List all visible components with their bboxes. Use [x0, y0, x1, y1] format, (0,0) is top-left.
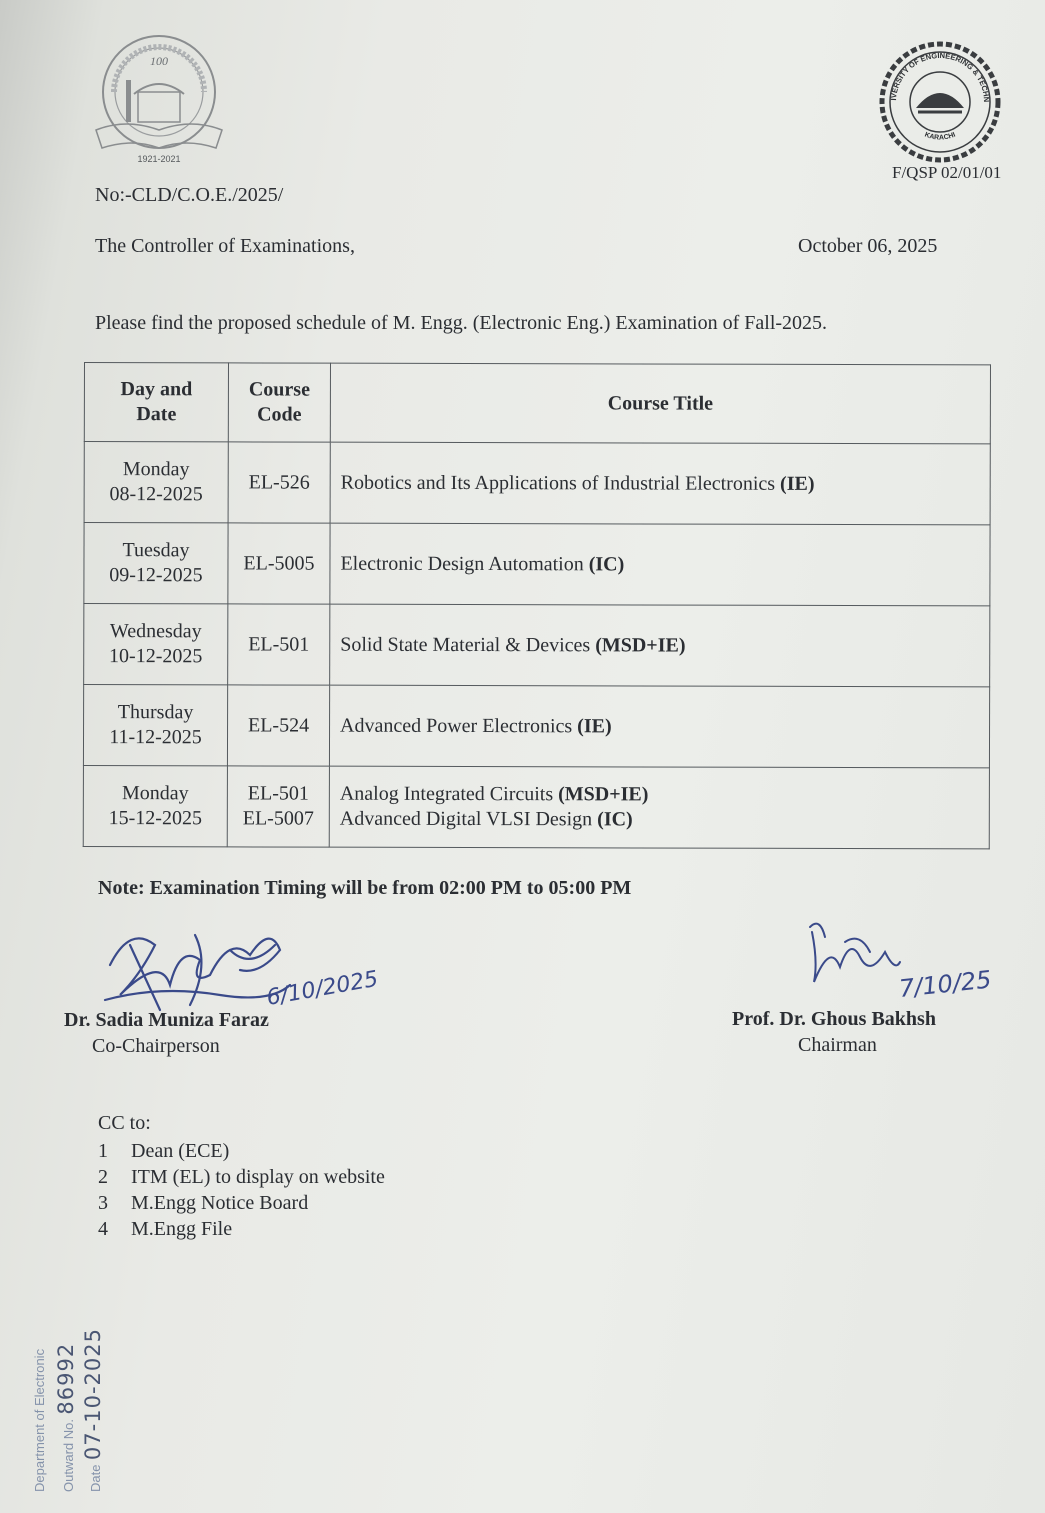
header-day-date: Day and Date	[84, 363, 228, 442]
course-code: EL-524	[247, 713, 310, 737]
cell-course-code	[228, 523, 330, 604]
course-title-line	[340, 782, 989, 809]
left-signatory-name: Dr. Sadia Muniza Faraz	[64, 1009, 269, 1031]
cell-course-code	[228, 604, 330, 685]
cell-day-date	[84, 604, 228, 685]
course-code: EL-501	[247, 782, 309, 805]
svg-text:NED UNIVERSITY OF ENGINEERING: IVERSITY OF ENGINEERING & TECHN	[889, 50, 992, 103]
form-code: F/QSP 02/01/01	[892, 163, 1002, 182]
table-row	[84, 604, 990, 687]
stamp-date-value: 07-10-2025	[81, 1328, 105, 1461]
svg-text:7/10/25: 7/10/25	[897, 965, 993, 1003]
right-logo	[878, 40, 1002, 164]
header-course-code: Course Code	[228, 363, 330, 442]
exam-date: 15-12-2025	[108, 807, 202, 830]
cell-course-code	[227, 766, 329, 847]
handwritten-signature-icon	[800, 912, 1030, 1022]
course-title-line	[340, 551, 989, 578]
cell-day-date	[83, 765, 227, 846]
course-code: EL-526	[248, 470, 310, 494]
cell-course-title	[329, 685, 989, 768]
table-body	[83, 442, 990, 849]
course-title: Solid State Material & Devices	[340, 633, 591, 656]
right-signatory-role: Chairman	[798, 1034, 877, 1056]
course-title: Robotics and Its Applications of Industrial Electronics	[340, 471, 776, 495]
list-item: 4 M.Engg File	[98, 1218, 233, 1240]
day-name: Monday	[122, 458, 190, 481]
letter-date: October 06, 2025	[798, 235, 938, 257]
svg-text:KARACHI: KARACHI	[923, 131, 957, 142]
course-title: Analog Integrated Circuits	[339, 782, 554, 806]
exam-schedule-table	[83, 362, 991, 849]
outward-stamp	[26, 1296, 110, 1496]
cc-list	[98, 1138, 385, 1242]
cell-day-date	[84, 523, 228, 604]
left-signatory-role: Co-Chairperson	[92, 1035, 220, 1057]
course-title-line	[341, 470, 990, 497]
course-stream-tag: (MSD+IE)	[558, 783, 649, 806]
addressee: The Controller of Examinations,	[95, 235, 355, 257]
course-stream-tag: (IC)	[588, 552, 625, 575]
cell-course-title	[329, 766, 989, 849]
exam-date: 08-12-2025	[109, 483, 203, 506]
intro-paragraph: Please find the proposed schedule of M. Engg. (Electronic Eng.) Examination of Fall-2025.	[95, 312, 828, 334]
course-stream-tag: (MSD+IE)	[595, 633, 686, 657]
course-code: EL-5005	[243, 551, 315, 575]
cc-label: CC to:	[98, 1112, 151, 1134]
cell-course-title	[330, 442, 990, 525]
table-row	[83, 685, 989, 768]
stamp-department: Department of Electronic	[32, 1348, 47, 1492]
course-title-line	[340, 632, 989, 659]
exam-date: 09-12-2025	[109, 564, 203, 587]
day-name: Monday	[121, 782, 189, 805]
cell-course-code	[228, 442, 330, 523]
list-item: 2 ITM (EL) to display on website	[98, 1166, 385, 1188]
right-signature	[800, 912, 1030, 1022]
list-item: 1 Dean (ECE)	[98, 1140, 230, 1162]
course-stream-tag: (IC)	[597, 808, 633, 831]
header-course-title: Course Title	[330, 363, 990, 444]
list-item: 3 M.Engg Notice Board	[98, 1192, 309, 1214]
course-title: Advanced Power Electronics	[340, 714, 573, 737]
ned-centenary-logo-icon	[86, 30, 232, 168]
day-name: Wednesday	[109, 620, 202, 643]
reference-number: No:-CLD/C.O.E./2025/	[95, 184, 284, 206]
outward-stamp-icon	[26, 1296, 110, 1492]
cell-day-date	[84, 442, 228, 523]
svg-text:100: 100	[150, 54, 168, 68]
stamp-date-label: Date	[88, 1464, 103, 1492]
exam-timing-note: Note: Examination Timing will be from 02:00 PM to 05:00 PM	[98, 877, 632, 899]
right-signatory-name: Prof. Dr. Ghous Bakhsh	[732, 1008, 936, 1030]
exam-date: 10-12-2025	[109, 645, 203, 668]
table-row	[84, 523, 990, 606]
course-stream-tag: (IE)	[780, 472, 815, 495]
exam-date: 11-12-2025	[109, 726, 202, 749]
table-row	[83, 765, 989, 848]
course-title: Advanced Digital VLSI Design	[339, 807, 593, 831]
table-row	[84, 442, 990, 525]
day-name: Thursday	[117, 701, 194, 724]
course-title: Electronic Design Automation	[340, 552, 584, 575]
course-stream-tag: (IE)	[577, 714, 612, 737]
cell-course-title	[330, 604, 990, 687]
cell-course-title	[330, 523, 990, 606]
cell-day-date	[83, 685, 227, 766]
course-title-line	[340, 713, 989, 740]
ned-university-seal-icon	[878, 40, 1002, 164]
stamp-outward-number: 86992	[54, 1342, 78, 1415]
day-name: Tuesday	[122, 539, 190, 562]
stamp-outward-label: Outward No.	[61, 1419, 76, 1492]
course-title-line	[340, 807, 989, 834]
table-header-row	[84, 363, 990, 444]
course-code: EL-501	[248, 632, 310, 656]
cell-course-code	[227, 685, 329, 766]
left-logo	[86, 30, 232, 168]
svg-text:1921-2021: 1921-2021	[137, 154, 181, 164]
course-code: EL-5007	[242, 807, 314, 830]
svg-text:6/10/2025: 6/10/2025	[264, 966, 381, 1011]
